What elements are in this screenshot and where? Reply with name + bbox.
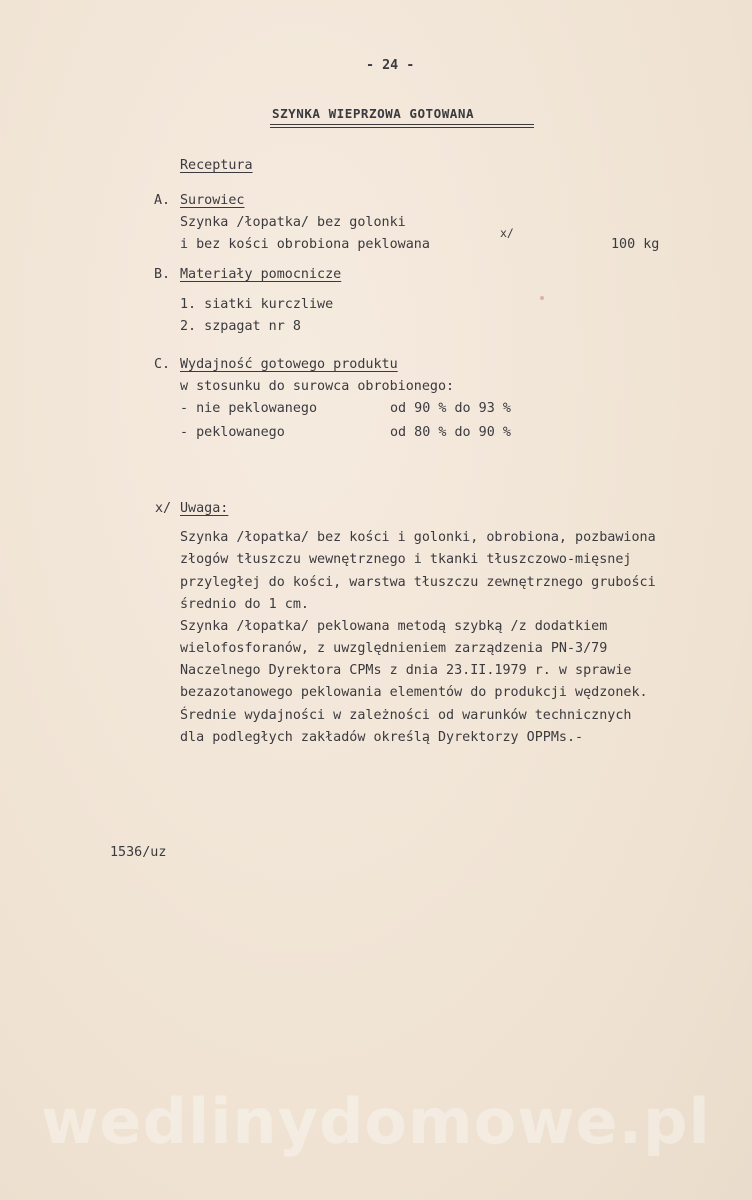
section-a-heading: Surowiec [180, 193, 245, 208]
section-a-amount: 100 kg [611, 237, 660, 252]
note-line: średnio do 1 cm. [180, 597, 309, 612]
yield-row-range: od 90 % do 93 % [390, 401, 511, 416]
note-line: Szynka /łopatka/ peklowana metodą szybką /z dodatkiem [180, 619, 608, 634]
section-b-item: 2. szpagat nr 8 [180, 319, 301, 334]
section-c-label: C. [154, 357, 171, 372]
watermark: wedlinydomowe.pl [41, 1085, 711, 1158]
document-code: 1536/uz [110, 845, 167, 860]
section-b-heading: Materiały pomocnicze [180, 267, 342, 282]
note-line: złogów tłuszczu wewnętrznego i tkanki tłuszczowo-mięsnej [180, 552, 632, 567]
yield-row-range: od 80 % do 90 % [390, 425, 511, 440]
yield-row-name: - nie peklowanego [180, 401, 318, 416]
section-a-footnote-mark: x/ [500, 226, 514, 240]
yield-row-name: - peklowanego [180, 425, 285, 440]
document-title: SZYNKA WIEPRZOWA GOTOWANA [272, 106, 475, 121]
section-b-label: B. [154, 267, 171, 282]
paper-speck [540, 296, 544, 300]
title-underline [270, 124, 534, 125]
page-number: - 24 - [366, 58, 415, 73]
note-line: Średnie wydajności w zależności od warunków technicznych [180, 708, 632, 723]
section-a-label: A. [154, 193, 171, 208]
note-line: Szynka /łopatka/ bez kości i golonki, obrobiona, pozbawiona [180, 530, 656, 545]
note-line: bezazotanowego peklowania elementów do produkcji wędzonek. [180, 685, 648, 700]
section-a-line1: Szynka /łopatka/ bez golonki [180, 215, 406, 230]
note-line: dla podległych zakładów określą Dyrektorzy OPPMs.- [180, 730, 584, 745]
note-line: przyległej do kości, warstwa tłuszczu zewnętrznego grubości [180, 575, 656, 590]
note-heading: Uwaga: [180, 501, 229, 516]
note-line: Naczelnego Dyrektora CPMs z dnia 23.II.1979 r. w sprawie [180, 663, 632, 678]
section-b-item: 1. siatki kurczliwe [180, 297, 334, 312]
section-c-intro: w stosunku do surowca obrobionego: [180, 379, 455, 394]
note-mark: x/ [155, 501, 172, 516]
title-underline-double [270, 127, 534, 128]
section-a-line2: i bez kości obrobiona peklowana [180, 237, 430, 252]
section-c-heading: Wydajność gotowego produktu [180, 357, 398, 372]
note-line: wielofosforanów, z uwzględnieniem zarządzenia PN-3/79 [180, 641, 608, 656]
recipe-heading: Receptura [180, 158, 253, 173]
